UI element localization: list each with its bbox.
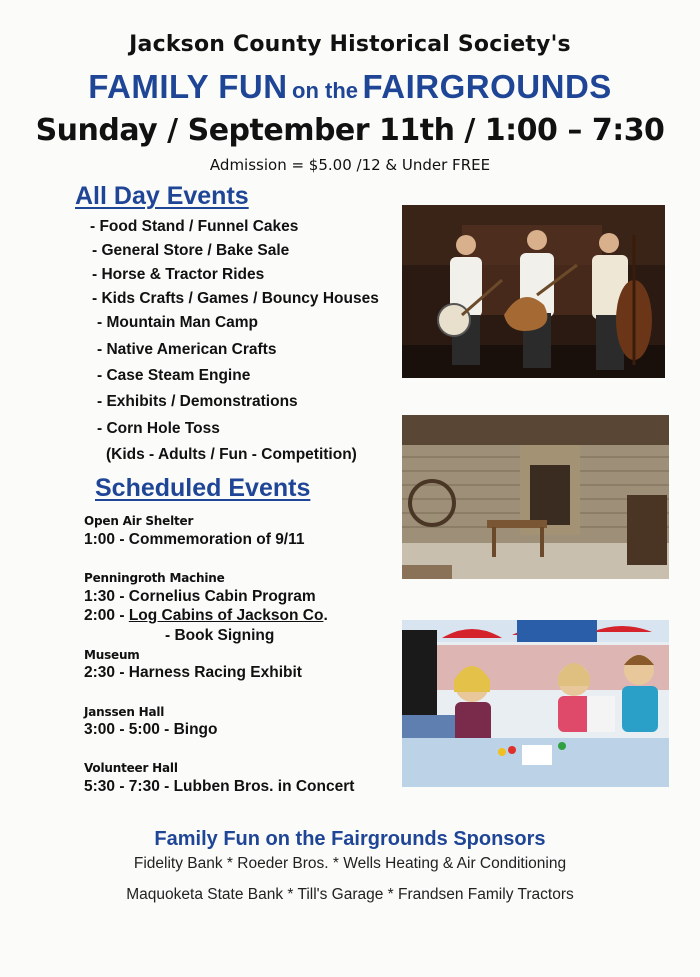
venue-label: Museum bbox=[84, 648, 140, 662]
venue-label: Open Air Shelter bbox=[84, 514, 194, 528]
scheduled-heading: Scheduled Events bbox=[95, 474, 311, 502]
venue-label: Penningroth Machine bbox=[84, 571, 225, 585]
all-day-item: - Corn Hole Toss bbox=[97, 420, 220, 437]
scheduled-event: 3:00 - 5:00 - Bingo bbox=[84, 721, 218, 738]
all-day-item: - Food Stand / Funnel Cakes bbox=[90, 218, 299, 235]
all-day-item: - Kids Crafts / Games / Bouncy Houses bbox=[92, 290, 379, 307]
all-day-item: - Mountain Man Camp bbox=[97, 314, 259, 331]
cabin-interior-photo bbox=[402, 415, 669, 579]
event-time: 2:00 - bbox=[84, 607, 129, 624]
sponsors-line: Maquoketa State Bank * Till's Garage * Frandsen Family Tractors bbox=[126, 886, 574, 903]
all-day-item-note: (Kids - Adults / Fun - Competition) bbox=[106, 446, 357, 463]
scheduled-event: 2:30 - Harness Racing Exhibit bbox=[84, 664, 302, 681]
event-date: Sunday / September 11th / 1:00 – 7:30 bbox=[35, 113, 665, 148]
event-punct: . bbox=[323, 607, 328, 624]
admission-info: Admission = $5.00 /12 & Under FREE bbox=[209, 156, 491, 174]
all-day-item: - Horse & Tractor Rides bbox=[92, 266, 265, 283]
event-title bbox=[0, 68, 700, 106]
venue-label: Volunteer Hall bbox=[84, 761, 178, 775]
title-part-2: on the bbox=[292, 78, 358, 103]
title-part-1: FAMILY FUN bbox=[88, 68, 288, 105]
all-day-item: - Native American Crafts bbox=[97, 341, 277, 358]
book-title: Log Cabins of Jackson Co bbox=[128, 607, 324, 624]
scheduled-event: 1:00 - Commemoration of 9/11 bbox=[84, 531, 305, 548]
kids-crafts-photo bbox=[402, 620, 669, 787]
scheduled-event-sub: - Book Signing bbox=[165, 627, 275, 644]
sponsors-line: Fidelity Bank * Roeder Bros. * Wells Heating & Air Conditioning bbox=[133, 855, 567, 872]
organization-name: Jackson County Historical Society's bbox=[129, 32, 571, 57]
all-day-item: - Exhibits / Demonstrations bbox=[97, 393, 298, 410]
venue-label: Janssen Hall bbox=[84, 705, 165, 719]
all-day-item: - General Store / Bake Sale bbox=[92, 242, 290, 259]
scheduled-event bbox=[84, 607, 328, 625]
title-part-3: FAIRGROUNDS bbox=[362, 68, 612, 105]
scheduled-event: 5:30 - 7:30 - Lubben Bros. in Concert bbox=[84, 778, 355, 795]
all-day-item: - Case Steam Engine bbox=[97, 367, 251, 384]
scheduled-event: 1:30 - Cornelius Cabin Program bbox=[84, 588, 316, 605]
sponsors-heading: Family Fun on the Fairgrounds Sponsors bbox=[154, 828, 546, 850]
all-day-heading: All Day Events bbox=[75, 182, 249, 210]
band-photo bbox=[402, 205, 665, 378]
